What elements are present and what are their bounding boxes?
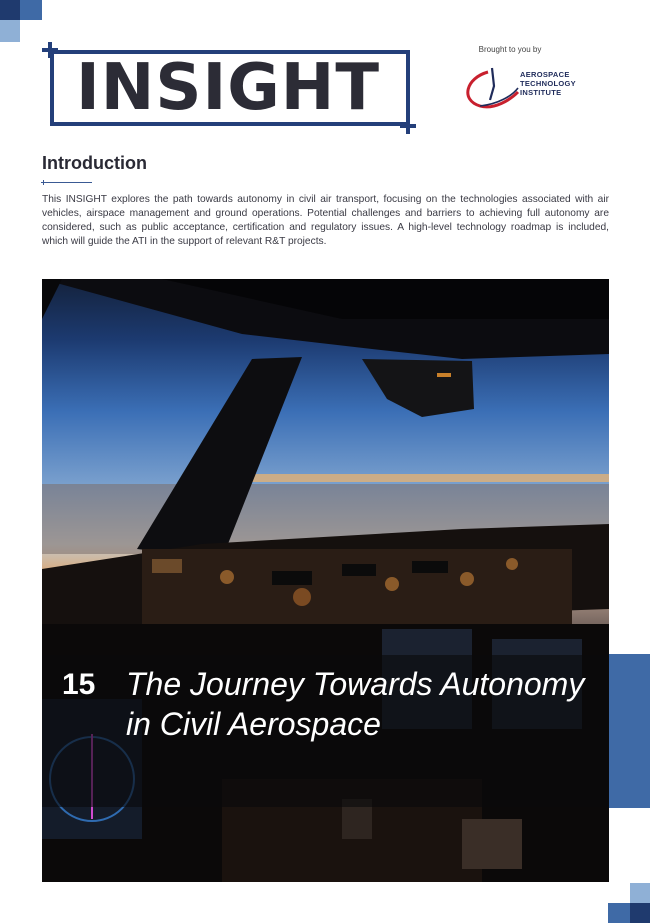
ati-logo-icon <box>458 66 522 110</box>
corner-square <box>20 0 42 20</box>
plus-icon <box>400 118 416 134</box>
issue-number: 15 <box>62 668 96 701</box>
ati-line-1: AEROSPACE <box>520 70 570 79</box>
title-underline <box>44 182 92 183</box>
corner-square <box>630 883 650 903</box>
brought-by-label: Brought to you by <box>478 45 542 54</box>
section-title: Introduction <box>42 153 147 173</box>
side-accent-tab <box>609 654 650 808</box>
corner-square <box>0 0 20 20</box>
cover-title: The Journey Towards Autonomy in Civil Aerospace <box>126 666 585 742</box>
ati-logo-text <box>520 70 576 97</box>
ati-line-2: TECHNOLOGY <box>520 79 576 88</box>
corner-square <box>608 903 630 923</box>
ati-line-3: INSTITUTE <box>520 88 562 97</box>
corner-square <box>630 903 650 923</box>
intro-paragraph: This INSIGHT explores the path towards autonomy in civil air transport, focusing on the technologies associated with air vehicles, airspace management and ground operations. Potential challenges and barriers to achieving full autonomy are considered, such as public acceptance, certification and regulatory issues. A high-level technology roadmap is included, which will guide the ATI in the support of relevant R&T projects. <box>42 194 609 247</box>
corner-square <box>0 20 20 42</box>
plus-icon <box>42 42 58 58</box>
insight-logo-text: INSIGHT <box>75 56 381 120</box>
insight-logo <box>56 56 400 120</box>
